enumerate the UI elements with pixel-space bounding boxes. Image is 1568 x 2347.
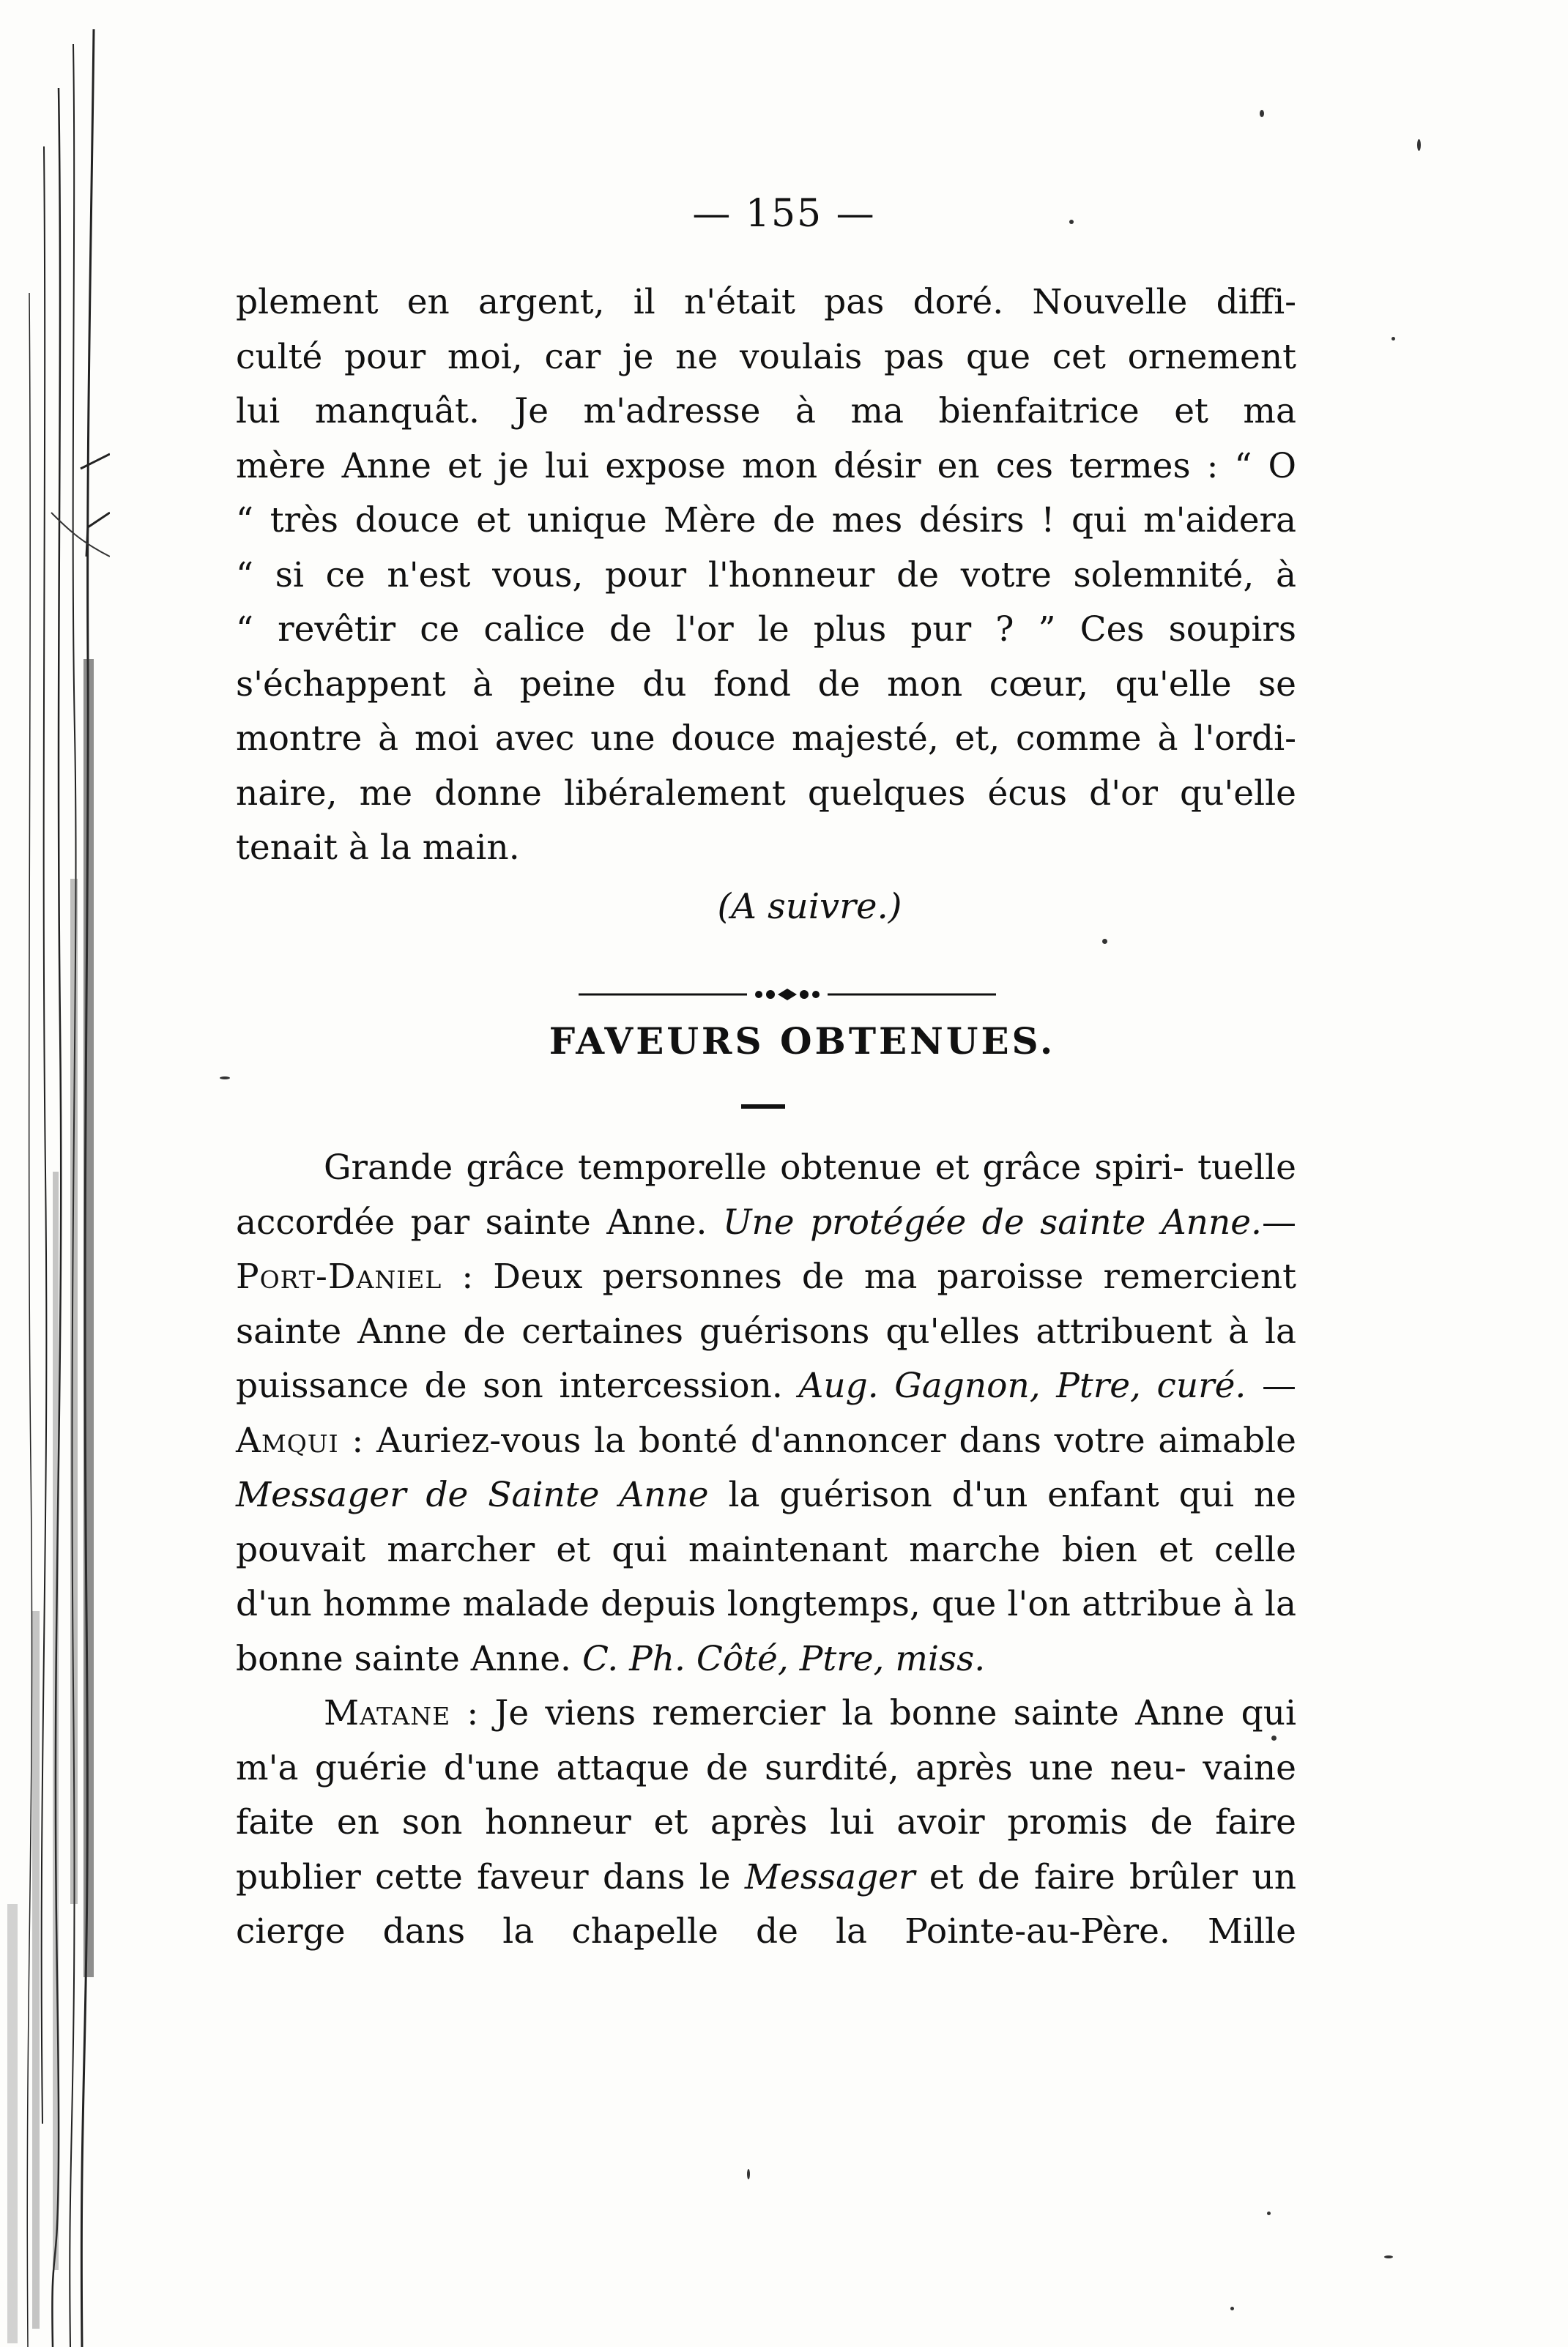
title-rule (741, 1104, 785, 1109)
place-name: Amqui (236, 1420, 339, 1461)
page-binding-edge (0, 0, 110, 2347)
scan-speck (1102, 939, 1107, 944)
favour-text: Grande grâce temporelle obtenue et grâce spiri- tuelle accordée par sainte Anne. (236, 1148, 1296, 1243)
scan-speck (747, 2169, 750, 2179)
text-line: mère Anne et je lui expose mon désir en ces termes : “ O (236, 445, 1296, 486)
page-number: — 155 — (692, 192, 876, 236)
favour-text: la guérison d'un enfant qui ne pouvait marcher et qui maintenant marche bien et celle d'un homme malade depuis longtemps, que l'on attribue à la bonne sainte Anne. (236, 1475, 1296, 1679)
text-line: tenait à la main. (236, 827, 520, 868)
continued-paragraph (236, 275, 1296, 876)
favour-text: et de faire brûler un cierge dans la chapelle de la Pointe-au-Père. Mille (236, 1856, 1296, 1952)
scan-speck (1260, 110, 1264, 117)
faveurs-section (236, 1141, 1296, 1960)
scan-speck (1271, 1736, 1277, 1741)
favour-text: : Auriez-vous la bonté d'annoncer dans votre aimable (338, 1420, 1296, 1461)
dash: — (1261, 1202, 1296, 1243)
favour-text: : Je viens remercier la bonne sainte Anne qui m'a guérie d'une attaque de surdité, après une neu- vaine faite en son honneur et après lui avoir promis de faire publier cette faveur dans le (236, 1693, 1296, 1897)
journal-title: Messager (744, 1856, 915, 1897)
scan-speck (1384, 2255, 1393, 2258)
scan-speck (1069, 220, 1074, 224)
scan-speck (1391, 337, 1395, 341)
journal-title: Messager de Sainte Anne (236, 1475, 709, 1515)
signature: C. Ph. Côté, Ptre, miss. (582, 1638, 986, 1679)
ornamental-separator (579, 986, 996, 1003)
text-line: plement en argent, il n'était pas doré. Nouvelle diffi- (236, 282, 1296, 322)
text-line: “ très douce et unique Mère de mes désirs ! qui m'aidera (236, 500, 1296, 540)
text-line: montre à moi avec une douce majesté, et, comme à l'ordi- (236, 718, 1296, 759)
favour-paragraph (236, 1686, 1296, 1960)
section-title: FAVEURS OBTENUES. (549, 1019, 1056, 1063)
text-line: culté pour moi, car je ne voulais pas que cet ornement (236, 336, 1296, 377)
scan-speck (1230, 2307, 1234, 2310)
signature: Aug. Gagnon, Ptre, curé. (798, 1366, 1246, 1406)
favour-text: : Deux personnes de ma paroisse remercient sainte Anne de certaines guérisons qu'elles attribuent à la puissance de son intercession. (236, 1257, 1296, 1406)
scan-speck (220, 1076, 230, 1079)
text-line: lui manquât. Je m'adresse à ma bienfaitrice et ma (236, 391, 1296, 431)
dash: — (1246, 1366, 1296, 1406)
text-line: “ si ce n'est vous, pour l'honneur de votre solemnité, à (236, 554, 1296, 595)
text-line: naire, me donne libéralement quelques écus d'or qu'elle (236, 773, 1296, 814)
scan-speck (1267, 2212, 1271, 2215)
to-be-continued: (A suivre.) (717, 886, 902, 927)
signature: Une protégée de sainte Anne. (722, 1202, 1262, 1243)
text-line: “ revêtir ce calice de l'or le plus pur ? ” Ces soupirs (236, 609, 1296, 650)
place-name: Port-Daniel (236, 1257, 442, 1297)
text-line: s'échappent à peine du fond de mon cœur, qu'elle se (236, 663, 1296, 704)
favour-paragraph (236, 1141, 1296, 1686)
place-name: Matane (324, 1693, 451, 1733)
scan-speck (1417, 139, 1421, 151)
